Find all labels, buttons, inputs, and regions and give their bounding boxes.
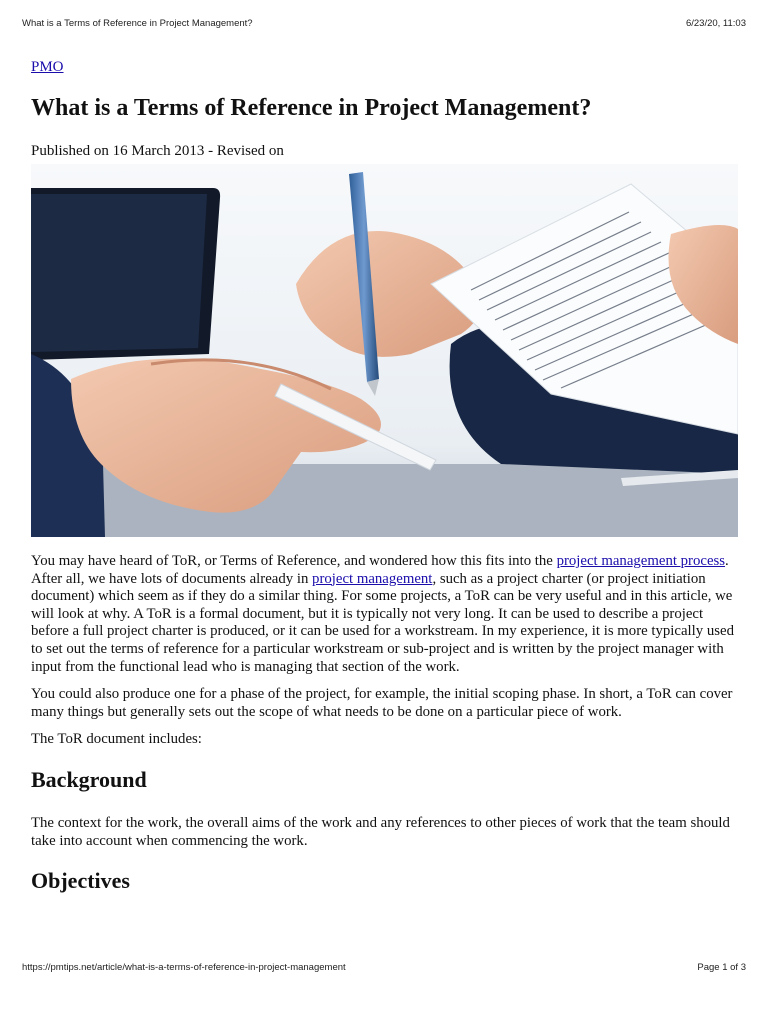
hero-image [31,164,738,537]
print-header [22,18,746,32]
print-footer [22,962,746,976]
intro-text-2: . After all, we have lots of documents already in [31,553,729,587]
print-header-date: 6/23/20, 11:03 [685,18,746,29]
print-footer-url: https://pmtips.net/article/what-is-a-terms-of-reference-in-project-management [22,962,346,973]
project-management-process-link[interactable]: project management process [556,553,726,569]
print-footer-page: Page 1 of 3 [697,962,746,973]
page-title: What is a Terms of Reference in Project Management? [31,95,592,121]
phase-paragraph: You could also produce one for a phase of the project, for example, the initial scoping phase. In short, a ToR can cover many things but generally sets out the scope of what needs to be done on a particular piece of work. [31,686,733,720]
published-date: Published on 16 March 2013 - Revised on [31,143,284,159]
project-management-link[interactable]: project management [312,570,433,587]
intro-text-3: , such as a project charter (or project initiation document) which seem as if they do a similar thing. For some projects, a ToR can be very useful and in this article, we will look at why. A ToR is a formal document, but it is typically not very long. It can be used to describe a project before a full project charter is produced, or it can be used for a workstream. In my experience, it is more typically used to set out the terms of reference for a particular workstream or sub-project and is written by the project manager with input from the functional lead who is managing that section of the work. [31,570,734,675]
background-heading: Background [31,766,147,792]
category-link[interactable]: PMO [31,59,64,75]
intro-text-1: You may have heard of ToR, or Terms of Reference, and wondered how this fits into the [31,553,557,569]
background-paragraph: The context for the work, the overall aims of the work and any references to other pieces of work that the team should take into account when commencing the work. [31,814,730,849]
article [31,58,738,916]
hero-photo [31,164,738,537]
intro-paragraph [31,553,738,676]
print-header-title: What is a Terms of Reference in Project Management? [22,18,253,29]
objectives-heading: Objectives [31,868,130,894]
includes-paragraph: The ToR document includes: [31,731,202,748]
